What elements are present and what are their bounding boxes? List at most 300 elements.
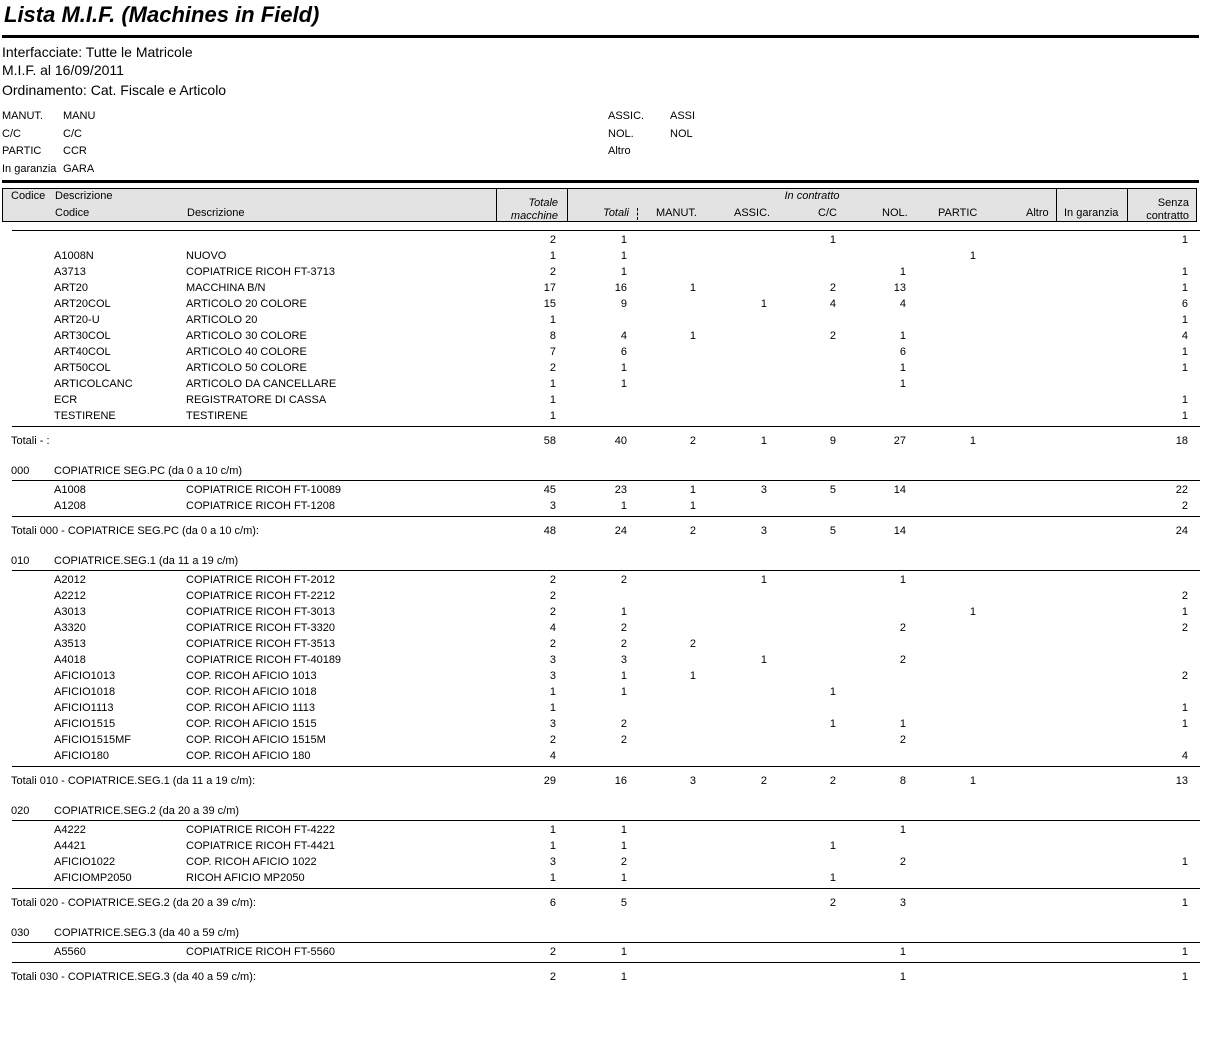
cc-value: 2 [829, 330, 836, 342]
col-assic: ASSIC. [734, 207, 771, 219]
article-code: A5560 [54, 946, 86, 958]
totale-macchine-total: 58 [543, 435, 556, 447]
totali-value: 1 [620, 946, 627, 958]
table-row [0, 330, 1209, 346]
group-total-label: Totali - : [11, 435, 50, 447]
table-row [0, 654, 1209, 670]
nol-value: 2 [899, 856, 906, 868]
totali-value: 1 [620, 686, 627, 698]
article-description: COPIATRICE RICOH FT-2212 [186, 590, 335, 602]
category-code: 020 [11, 805, 30, 817]
article-description: COPIATRICE RICOH FT-4421 [186, 840, 335, 852]
col-totali: Totali [603, 207, 629, 219]
col-separator [1127, 189, 1128, 222]
col-in-garanzia: In garanzia [1064, 207, 1119, 219]
totali-value: 4 [620, 330, 627, 342]
senza-contratto-value: 1 [1181, 266, 1188, 278]
table-row [0, 298, 1209, 314]
cc-value: 1 [829, 840, 836, 852]
totale-macchine-value: 3 [549, 670, 556, 682]
totali-total: 24 [614, 525, 627, 537]
senza-contratto-value: 6 [1181, 298, 1188, 310]
assic-value: 3 [760, 484, 767, 496]
table-row [0, 638, 1209, 654]
article-code: ART50COL [54, 362, 111, 374]
legend-code: MANU [63, 110, 96, 122]
article-code: AFICIO1022 [54, 856, 116, 868]
manut-value: 1 [689, 282, 696, 294]
partic-value: 1 [969, 606, 976, 618]
article-description: COP. RICOH AFICIO 180 [186, 750, 311, 762]
nol-total: 3 [899, 897, 906, 909]
table-row [0, 362, 1209, 378]
nol-value: 1 [899, 330, 906, 342]
article-description: COPIATRICE RICOH FT-4222 [186, 824, 335, 836]
cc-total: 2 [829, 897, 836, 909]
group-total-row [0, 897, 1209, 913]
article-description: ARTICOLO 30 COLORE [186, 330, 307, 342]
col-altro: Altro [1026, 207, 1049, 219]
table-row [0, 234, 1209, 250]
table-row [0, 314, 1209, 330]
assic-total: 1 [760, 435, 767, 447]
article-description: COP. RICOH AFICIO 1113 [186, 702, 315, 714]
article-code: AFICIO1515MF [54, 734, 132, 746]
table-row [0, 670, 1209, 686]
category-name: COPIATRICE SEG.PC (da 0 a 10 c/m) [54, 465, 243, 477]
sort-line: Ordinamento: Cat. Fiscale e Articolo [2, 82, 227, 98]
totali-value: 1 [620, 670, 627, 682]
totali-total: 1 [620, 971, 627, 983]
senza-contratto-total: 13 [1175, 775, 1188, 787]
totale-macchine-value: 1 [549, 250, 556, 262]
totali-value: 16 [614, 282, 627, 294]
cc-value: 2 [829, 282, 836, 294]
nol-total: 8 [899, 775, 906, 787]
col-sub-descrizione: Descrizione [187, 207, 245, 219]
article-code: ART30COL [54, 330, 111, 342]
article-code: A1208 [54, 500, 86, 512]
nol-value: 6 [899, 346, 906, 358]
senza-contratto-value: 2 [1181, 670, 1188, 682]
assic-value: 1 [760, 298, 767, 310]
table-row [0, 484, 1209, 500]
totale-macchine-value: 3 [549, 500, 556, 512]
totali-value: 2 [620, 638, 627, 650]
col-separator [496, 189, 497, 222]
table-row [0, 266, 1209, 282]
category-code: 030 [11, 927, 30, 939]
totali-total: 5 [620, 897, 627, 909]
table-row [0, 622, 1209, 638]
totali-value: 1 [620, 840, 627, 852]
senza-contratto-value: 4 [1181, 330, 1188, 342]
group-bottom-rule [12, 516, 1200, 517]
article-description: ARTICOLO 20 COLORE [186, 298, 307, 310]
cc-value: 1 [829, 718, 836, 730]
col-nol: NOL. [882, 207, 908, 219]
totali-value: 1 [620, 266, 627, 278]
totali-value: 2 [620, 574, 627, 586]
nol-value: 1 [899, 362, 906, 374]
senza-contratto-value: 1 [1181, 410, 1188, 422]
category-header [0, 465, 1209, 481]
cc-total: 5 [829, 525, 836, 537]
article-description: COP. RICOH AFICIO 1018 [186, 686, 317, 698]
totale-macchine-value: 2 [549, 362, 556, 374]
totale-macchine-value: 2 [549, 574, 556, 586]
totale-macchine-value: 2 [549, 946, 556, 958]
article-description: NUOVO [186, 250, 227, 262]
group-top-rule [12, 942, 1200, 943]
article-code: A4222 [54, 824, 86, 836]
cc-value: 4 [829, 298, 836, 310]
senza-contratto-value: 1 [1181, 282, 1188, 294]
article-description: TESTIRENE [186, 410, 248, 422]
article-code: A3513 [54, 638, 86, 650]
totale-macchine-total: 48 [543, 525, 556, 537]
totali-value: 1 [620, 606, 627, 618]
cc-total: 2 [829, 775, 836, 787]
senza-contratto-total: 1 [1181, 971, 1188, 983]
senza-contratto-total: 1 [1181, 897, 1188, 909]
col-partic: PARTIC [938, 207, 978, 219]
group-top-rule [12, 570, 1200, 571]
cc-total: 9 [829, 435, 836, 447]
totale-macchine-value: 2 [549, 734, 556, 746]
senza-contratto-value: 1 [1181, 234, 1188, 246]
category-header [0, 805, 1209, 821]
nol-value: 2 [899, 734, 906, 746]
totale-macchine-value: 17 [543, 282, 556, 294]
totale-macchine-value: 1 [549, 872, 556, 884]
category-header [0, 555, 1209, 571]
assic-total: 3 [760, 525, 767, 537]
category-code: 000 [11, 465, 30, 477]
article-description: MACCHINA B/N [186, 282, 266, 294]
table-row [0, 606, 1209, 622]
col-in-contratto: In contratto [784, 190, 840, 202]
totali-value: 2 [620, 734, 627, 746]
group-top-rule [12, 230, 1200, 231]
totale-macchine-value: 4 [549, 622, 556, 634]
col-totale: Totale [528, 197, 558, 209]
article-description: COPIATRICE RICOH FT-2012 [186, 574, 335, 586]
date-line: M.I.F. al 16/09/2011 [2, 62, 124, 78]
article-code: A1008 [54, 484, 86, 496]
nol-total: 1 [899, 971, 906, 983]
senza-contratto-value: 1 [1181, 856, 1188, 868]
group-total-label: Totali 020 - COPIATRICE.SEG.2 (da 20 a 39 c/m): [11, 897, 256, 909]
article-description: ARTICOLO 50 COLORE [186, 362, 307, 374]
article-description: COPIATRICE RICOH FT-5560 [186, 946, 335, 958]
group-total-label: Totali 030 - COPIATRICE.SEG.3 (da 40 a 59 c/m): [11, 971, 256, 983]
table-row [0, 734, 1209, 750]
totali-value: 2 [620, 856, 627, 868]
totali-value: 1 [620, 250, 627, 262]
totale-macchine-value: 4 [549, 750, 556, 762]
table-row [0, 500, 1209, 516]
article-code: AFICIO1018 [54, 686, 116, 698]
totale-macchine-value: 2 [549, 234, 556, 246]
table-row [0, 856, 1209, 872]
manut-value: 1 [689, 484, 696, 496]
legend-label: In garanzia [2, 162, 57, 175]
senza-contratto-value: 1 [1181, 946, 1188, 958]
table-row [0, 394, 1209, 410]
table-row [0, 946, 1209, 962]
nol-value: 1 [899, 718, 906, 730]
table-row [0, 702, 1209, 718]
totale-macchine-value: 3 [549, 654, 556, 666]
senza-contratto-value: 4 [1181, 750, 1188, 762]
nol-value: 1 [899, 378, 906, 390]
article-description: COP. RICOH AFICIO 1022 [186, 856, 317, 868]
senza-contratto-value: 1 [1181, 702, 1188, 714]
article-code: A3320 [54, 622, 86, 634]
senza-contratto-value: 2 [1181, 622, 1188, 634]
nol-value: 1 [899, 266, 906, 278]
table-row [0, 378, 1209, 394]
partic-value: 1 [969, 250, 976, 262]
group-total-row [0, 525, 1209, 541]
manut-value: 1 [689, 330, 696, 342]
group-top-rule [12, 820, 1200, 821]
totale-macchine-value: 2 [549, 638, 556, 650]
totale-macchine-value: 2 [549, 590, 556, 602]
totale-macchine-value: 3 [549, 718, 556, 730]
table-row [0, 718, 1209, 734]
totali-value: 1 [620, 500, 627, 512]
manut-value: 1 [689, 670, 696, 682]
table-row [0, 590, 1209, 606]
article-description: ARTICOLO 20 [186, 314, 258, 326]
article-description: REGISTRATORE DI CASSA [186, 394, 327, 406]
report-title: Lista M.I.F. (Machines in Field) [4, 2, 320, 27]
totale-macchine-value: 2 [549, 606, 556, 618]
totale-macchine-value: 15 [543, 298, 556, 310]
group-total-row [0, 971, 1209, 987]
article-code: A3713 [54, 266, 86, 278]
article-description: COPIATRICE RICOH FT-3513 [186, 638, 335, 650]
article-description: RICOH AFICIO MP2050 [186, 872, 305, 884]
totale-macchine-total: 29 [543, 775, 556, 787]
legend-code: NOL [670, 127, 693, 140]
senza-contratto-value: 1 [1181, 718, 1188, 730]
partic-total: 1 [969, 775, 976, 787]
article-description: COP. RICOH AFICIO 1515 [186, 718, 317, 730]
senza-contratto-value: 22 [1175, 484, 1188, 496]
nol-value: 13 [893, 282, 906, 294]
senza-contratto-value: 1 [1181, 362, 1188, 374]
manut-value: 1 [689, 500, 696, 512]
legend-label: NOL. [608, 127, 634, 140]
article-code: A3013 [54, 606, 86, 618]
category-header [0, 927, 1209, 943]
totali-total: 40 [614, 435, 627, 447]
totale-macchine-total: 6 [549, 897, 556, 909]
col-sub-codice: Codice [55, 207, 90, 219]
nol-total: 27 [893, 435, 906, 447]
totale-macchine-value: 1 [549, 702, 556, 714]
senza-contratto-value: 1 [1181, 394, 1188, 406]
article-description: COPIATRICE RICOH FT-3013 [186, 606, 335, 618]
col-cc: C/C [818, 207, 837, 219]
cc-value: 5 [829, 484, 836, 496]
legend-code: C/C [63, 127, 82, 140]
totale-macchine-value: 8 [549, 330, 556, 342]
nol-value: 1 [899, 824, 906, 836]
legend-label: Altro [608, 145, 631, 157]
article-description: COP. RICOH AFICIO 1515M [186, 734, 326, 746]
totale-macchine-value: 1 [549, 840, 556, 852]
title-rule [2, 35, 1199, 38]
article-code: ECR [54, 394, 78, 406]
senza-contratto-value: 2 [1181, 500, 1188, 512]
group-top-rule [12, 480, 1200, 481]
article-code: ART20 [54, 282, 89, 294]
manut-total: 3 [689, 775, 696, 787]
senza-contratto-value: 1 [1181, 606, 1188, 618]
totale-macchine-value: 1 [549, 394, 556, 406]
legend-label: MANUT. [2, 110, 43, 122]
senza-contratto-value: 2 [1181, 590, 1188, 602]
totale-macchine-total: 2 [549, 971, 556, 983]
article-description: ARTICOLO DA CANCELLARE [186, 378, 337, 390]
assic-value: 1 [760, 574, 767, 586]
group-bottom-rule [12, 766, 1200, 767]
cc-value: 1 [829, 872, 836, 884]
col-senza: Senza [1157, 197, 1189, 209]
nol-value: 2 [899, 654, 906, 666]
article-code: AFICIOMP2050 [54, 872, 132, 884]
nol-total: 14 [893, 525, 906, 537]
legend-label: C/C [2, 127, 21, 140]
legend-label: PARTIC [2, 145, 42, 157]
totale-macchine-value: 1 [549, 686, 556, 698]
col-codice: Codice [11, 190, 46, 202]
totali-value: 1 [620, 362, 627, 374]
group-total-row [0, 435, 1209, 451]
table-row [0, 824, 1209, 840]
manut-value: 2 [689, 638, 696, 650]
table-row [0, 574, 1209, 590]
totali-value: 1 [620, 234, 627, 246]
article-description: COPIATRICE RICOH FT-10089 [186, 484, 342, 496]
manut-total: 2 [689, 525, 696, 537]
col-descrizione: Descrizione [55, 190, 113, 202]
totali-total: 16 [614, 775, 627, 787]
col-manut: MANUT. [656, 207, 697, 219]
article-code: TESTIRENE [54, 410, 116, 422]
article-description: COPIATRICE RICOH FT-3320 [186, 622, 335, 634]
article-code: AFICIO1515 [54, 718, 116, 730]
article-code: A2012 [54, 574, 86, 586]
article-description: COPIATRICE RICOH FT-1208 [186, 500, 335, 512]
nol-value: 2 [899, 622, 906, 634]
totale-macchine-value: 2 [549, 266, 556, 278]
nol-value: 1 [899, 946, 906, 958]
table-row [0, 250, 1209, 266]
article-code: A2212 [54, 590, 86, 602]
group-total-label: Totali 000 - COPIATRICE SEG.PC (da 0 a 10 c/m): [11, 525, 259, 537]
legend-code: CCR [63, 145, 87, 157]
totali-value: 9 [620, 298, 627, 310]
nol-value: 4 [899, 298, 906, 310]
article-code: AFICIO1013 [54, 670, 116, 682]
partic-total: 1 [969, 435, 976, 447]
article-code: AFICIO180 [54, 750, 110, 762]
col-senza-contratto: contratto [1146, 210, 1189, 222]
col-totale-macchine: macchine [510, 210, 558, 222]
totali-value: 1 [620, 824, 627, 836]
group-total-row [0, 775, 1209, 791]
totale-macchine-value: 1 [549, 378, 556, 390]
nol-value: 1 [899, 574, 906, 586]
totali-value: 1 [620, 378, 627, 390]
article-description: COPIATRICE RICOH FT-3713 [186, 266, 335, 278]
table-row [0, 750, 1209, 766]
category-code: 010 [11, 555, 30, 567]
article-code: A1008N [54, 250, 94, 262]
article-code: ART20-U [54, 314, 100, 326]
senza-contratto-total: 18 [1175, 435, 1188, 447]
totali-value: 6 [620, 346, 627, 358]
totali-value: 2 [620, 718, 627, 730]
group-total-label: Totali 010 - COPIATRICE.SEG.1 (da 11 a 19 c/m): [11, 775, 256, 787]
legend-label: ASSIC. [608, 110, 645, 122]
article-code: AFICIO1113 [54, 702, 114, 714]
totale-macchine-value: 1 [549, 824, 556, 836]
group-bottom-rule [12, 426, 1200, 427]
totale-macchine-value: 1 [549, 410, 556, 422]
totale-macchine-value: 3 [549, 856, 556, 868]
article-description: ARTICOLO 40 COLORE [186, 346, 307, 358]
col-separator [1056, 189, 1057, 222]
category-name: COPIATRICE.SEG.2 (da 20 a 39 c/m) [54, 805, 240, 817]
article-code: ART20COL [54, 298, 111, 310]
table-row [0, 282, 1209, 298]
article-description: COPIATRICE RICOH FT-40189 [186, 654, 342, 666]
table-header [2, 188, 1197, 222]
cc-value: 1 [829, 234, 836, 246]
assic-total: 2 [760, 775, 767, 787]
totali-value: 23 [614, 484, 627, 496]
legend-code: GARA [63, 162, 95, 175]
filter-line: Interfacciate: Tutte le Matricole [2, 44, 193, 60]
totale-macchine-value: 45 [543, 484, 556, 496]
table-row [0, 872, 1209, 888]
category-name: COPIATRICE.SEG.1 (da 11 a 19 c/m) [54, 555, 239, 567]
senza-contratto-value: 1 [1181, 346, 1188, 358]
table-row [0, 410, 1209, 426]
col-dash-separator [637, 208, 639, 220]
cc-value: 1 [829, 686, 836, 698]
totali-value: 1 [620, 872, 627, 884]
group-bottom-rule [12, 888, 1200, 889]
table-row [0, 840, 1209, 856]
article-code: A4018 [54, 654, 86, 666]
totale-macchine-value: 7 [549, 346, 556, 358]
group-bottom-rule [12, 962, 1200, 963]
nol-value: 14 [893, 484, 906, 496]
manut-total: 2 [689, 435, 696, 447]
category-name: COPIATRICE.SEG.3 (da 40 a 59 c/m) [54, 927, 240, 939]
senza-contratto-value: 1 [1181, 314, 1188, 326]
totali-value: 3 [620, 654, 627, 666]
article-description: COP. RICOH AFICIO 1013 [186, 670, 317, 682]
header-rule [2, 180, 1199, 183]
